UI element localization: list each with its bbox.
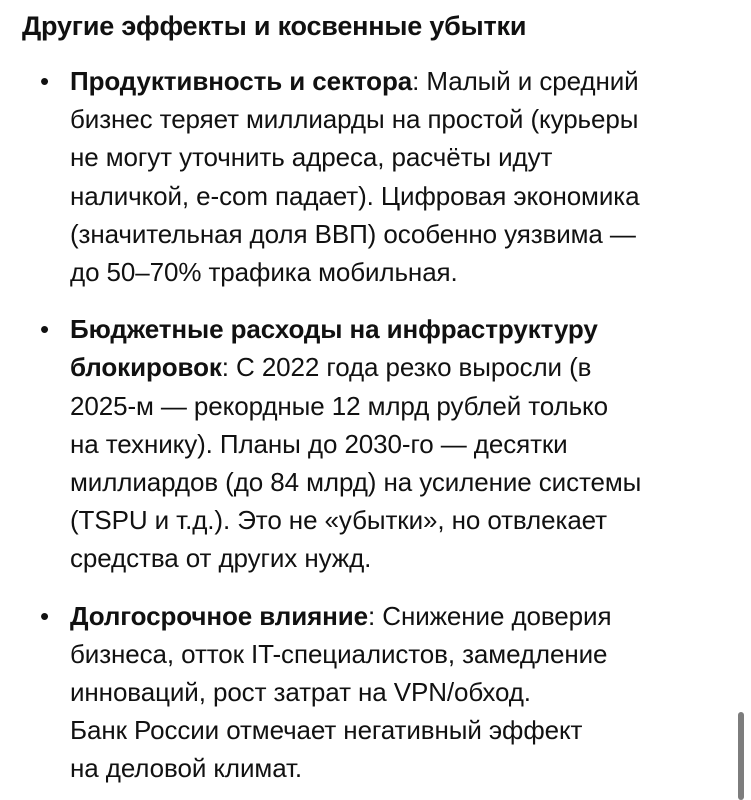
list-item-long-term xyxy=(0,597,751,788)
text-run: : Малый и средний xyxy=(412,66,639,96)
item-title: блокировок xyxy=(70,352,222,383)
text-line: наличкой, e-com падает). Цифровая экономика xyxy=(70,180,640,211)
item-title: Продуктивность и сектора xyxy=(70,66,413,96)
text-line: до 50–70% трафика мобильная. xyxy=(70,257,458,288)
text-line xyxy=(70,597,733,635)
text-line: не могут уточнить адреса, расчёты идут xyxy=(70,142,553,173)
text-line xyxy=(70,62,733,100)
text-line xyxy=(70,348,733,386)
scrollbar-thumb[interactable] xyxy=(738,712,744,800)
text-line: 2025-м — рекордные 12 млрд рублей только xyxy=(70,390,608,421)
text-line: (TSPU и т.д.). Это не «убытки», но отвлекает xyxy=(70,505,607,536)
text-line: бизнес теряет миллиарды на простой (курьеры xyxy=(70,104,639,135)
text-line: на деловой климат. xyxy=(70,753,303,784)
bullet-marker: • xyxy=(40,66,50,96)
text-run: : Снижение доверия xyxy=(368,600,612,631)
text-line: бизнеса, отток IT-специалистов, замедление xyxy=(70,638,608,669)
text-line: на технику). Планы до 2030-го — десятки xyxy=(70,428,568,459)
item-title: Долгосрочное влияние xyxy=(70,600,369,631)
text-line: (значительная доля ВВП) особенно уязвима — xyxy=(70,218,636,249)
bullet-list xyxy=(0,62,751,800)
list-item-productivity xyxy=(0,62,751,291)
text-run: : С 2022 года резко выросли (в xyxy=(221,352,592,383)
item-title: Бюджетные расходы на инфраструктуру xyxy=(70,314,598,345)
bullet-marker: • xyxy=(40,600,50,631)
section-heading: Другие эффекты и косвенные убытки xyxy=(22,11,527,41)
bullet-marker: • xyxy=(40,314,50,345)
text-line: инноваций, рост затрат на VPN/обход. xyxy=(70,677,531,708)
list-item-budget xyxy=(0,310,751,577)
text-line: Банк России отмечает негативный эффект xyxy=(70,715,583,746)
text-line: средства от других нужд. xyxy=(70,543,372,574)
text-line: миллиардов (до 84 млрд) на усиление системы xyxy=(70,467,642,498)
text-line xyxy=(70,310,733,348)
